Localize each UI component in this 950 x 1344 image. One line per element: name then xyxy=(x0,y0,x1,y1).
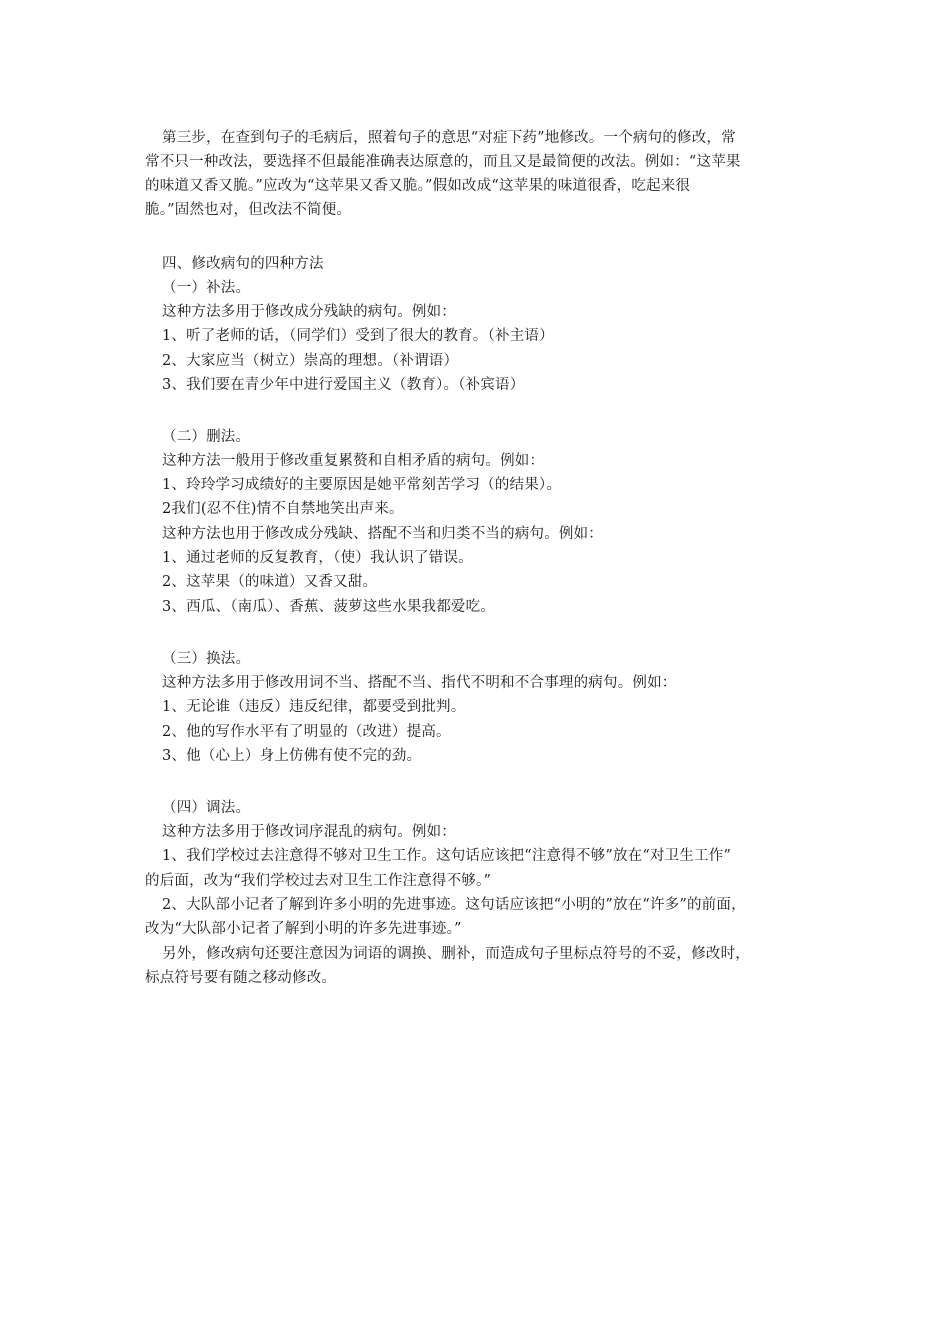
example-line: 1、我们学校过去注意得不够对卫生工作。这句话应该把“注意得不够”放在“对卫生工作” xyxy=(162,848,732,864)
method-title: （一）补法。 xyxy=(162,280,251,296)
paragraph-line: 常不只一种改法，要选择不但最能准确表达原意的，而且又是最简便的改法。例如：“这苹果 xyxy=(145,154,741,170)
example-line: 2、大队部小记者了解到许多小明的先进事迹。这句话应该把“小明的”放在“许多”的前面， xyxy=(162,897,746,913)
paragraph-line: 第三步，在查到句子的毛病后，照着句子的意思“对症下药”地修改。一个病句的修改，常 xyxy=(162,130,736,146)
section-heading: 四、修改病句的四种方法 xyxy=(162,256,324,272)
list-item: 3、西瓜、（南瓜）、香蕉、菠萝这些水果我都爱吃。 xyxy=(162,599,496,615)
method-desc: 这种方法一般用于修改重复累赘和自相矛盾的病句。例如： xyxy=(162,453,545,469)
list-item: 1、玲玲学习成绩好的主要原因是她平常刻苦学习（的结果）。 xyxy=(162,477,562,493)
list-item: 3、他（心上）身上仿佛有使不完的劲。 xyxy=(162,748,422,764)
method-title: （二）删法。 xyxy=(162,429,251,445)
method-desc: 这种方法多用于修改词序混乱的病句。例如： xyxy=(162,824,456,840)
method-desc: 这种方法多用于修改用词不当、搭配不当、指代不明和不合事理的病句。例如： xyxy=(162,675,677,691)
method-title: （三）换法。 xyxy=(162,651,251,667)
list-item: 2我们(忍不住)情不自禁地笑出声来。 xyxy=(162,501,404,517)
method-desc: 这种方法多用于修改成分残缺的病句。例如： xyxy=(162,304,456,320)
method-title: （四）调法。 xyxy=(162,800,251,816)
note-line: 标点符号要有随之移动修改。 xyxy=(145,970,337,986)
list-item: 1、通过老师的反复教育，（使）我认识了错误。 xyxy=(162,550,473,566)
paragraph-line: 的味道又香又脆。”应改为“这苹果又香又脆。”假如改成“这苹果的味道很香，吃起来很 xyxy=(145,178,691,194)
list-item: 3、我们要在青少年中进行爱国主义（教育）。（补宾语） xyxy=(162,377,525,393)
example-line: 的后面，改为“我们学校过去对卫生工作注意得不够。” xyxy=(145,873,492,889)
list-item: 1、听了老师的话，（同学们）受到了很大的教育。（补主语） xyxy=(162,328,554,344)
list-item: 2、这苹果（的味道）又香又甜。 xyxy=(162,574,378,590)
example-line: 改为“大队部小记者了解到小明的许多先进事迹。” xyxy=(145,921,462,937)
note-line: 另外，修改病句还要注意因为词语的调换、删补，而造成句子里标点符号的不妥，修改时， xyxy=(162,946,750,962)
list-item: 2、他的写作水平有了明显的（改进）提高。 xyxy=(162,724,451,740)
list-item: 1、无论谁（违反）违反纪律，都要受到批判。 xyxy=(162,699,466,715)
list-item: 2、大家应当（树立）崇高的理想。（补谓语） xyxy=(162,353,459,369)
method-desc: 这种方法也用于修改成分残缺、搭配不当和归类不当的病句。例如： xyxy=(162,526,603,542)
paragraph-line: 脆。”固然也对，但改法不简便。 xyxy=(145,202,352,218)
